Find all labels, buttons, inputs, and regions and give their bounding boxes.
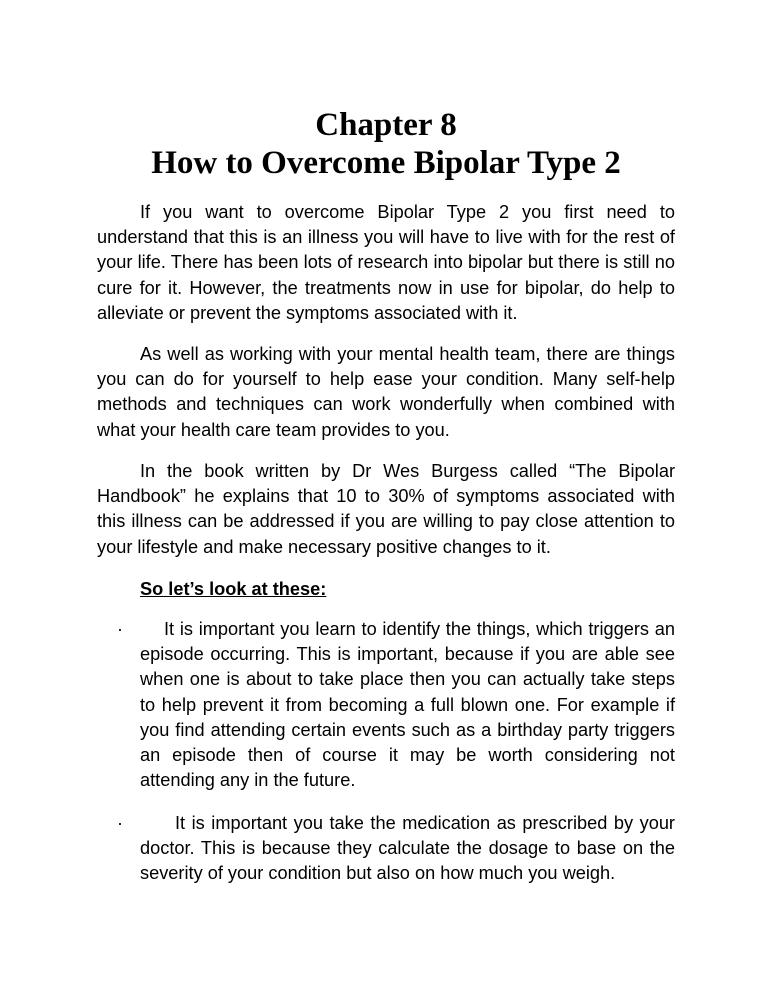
paragraph-intro: If you want to overcome Bipolar Type 2 you first need to understand that this is an illness you will have to live with for the rest of your life. There has been lots of research into bipolar but there is still no cure for it. However, the treatments now in use for bipolar, do help to alleviate or prevent the symptoms associated with it. — [97, 202, 675, 323]
section-subheading: So let’s look at these: — [140, 579, 327, 599]
paragraph-bipolar-handbook: In the book written by Dr Wes Burgess called “The Bipolar Handbook” he explains that 10 to 30% of symptoms associated with this illness can be addressed if you are willing to pay close attention to your lifestyle and make necessary positive changes to it. — [97, 461, 675, 557]
list-item-text: It is important you take the medication as prescribed by your doctor. This is because they calculate the dosage to base on the severity of your condition but also on how much you weigh. — [140, 813, 675, 884]
chapter-title: How to Overcome Bipolar Type 2 — [151, 145, 621, 181]
bullet-icon: · — [117, 619, 123, 639]
bullet-icon: · — [117, 813, 123, 833]
chapter-number: Chapter 8 — [315, 107, 457, 143]
paragraph-self-help: As well as working with your mental health team, there are things you can do for yourself to help ease your condition. Many self-help methods and techniques can work wonderfully when combined with what your health care team provides to you. — [97, 344, 675, 440]
list-item-text: It is important you learn to identify the things, which triggers an episode occurring. This is important, because if you are able see when one is about to take place then you can actually take steps to help prevent it from becoming a full blown one. For example if you find attending certain events such as a birthday party triggers an episode then of course it may be worth considering not attending any in the future. — [140, 619, 675, 791]
